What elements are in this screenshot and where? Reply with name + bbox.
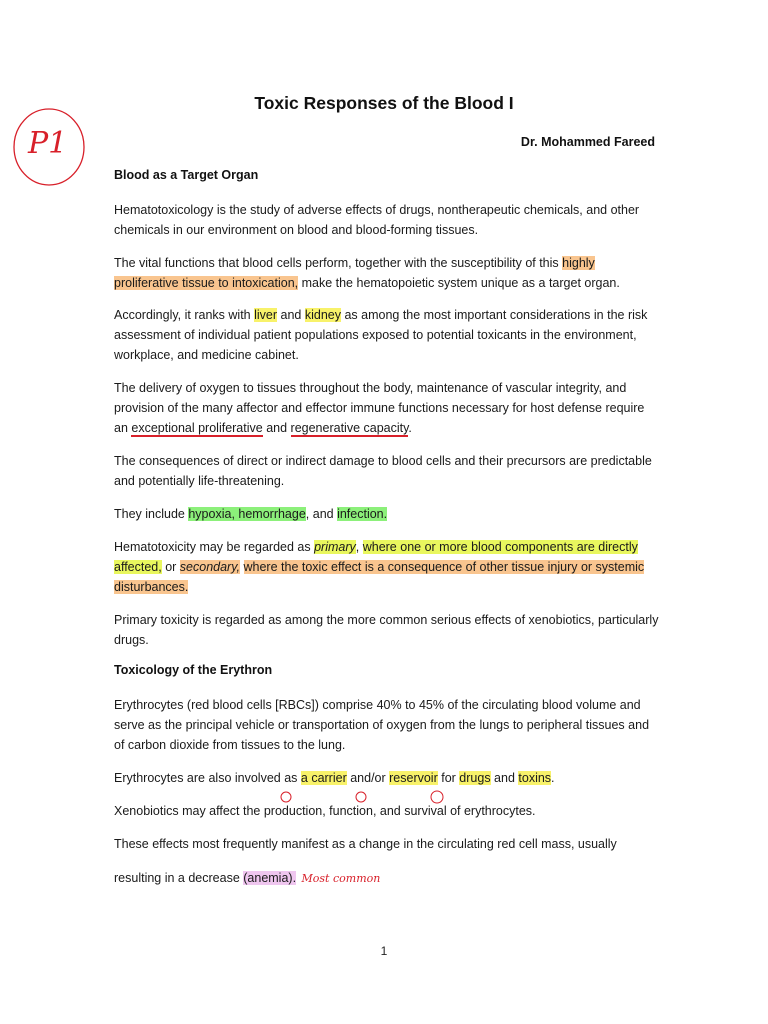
highlight-drugs: drugs <box>459 771 491 785</box>
document-title: Toxic Responses of the Blood I <box>254 93 514 113</box>
highlight-toxins: toxins <box>518 771 552 785</box>
highlight-kidney: kidney <box>304 308 341 322</box>
highlight-infection: infection. <box>337 507 388 521</box>
highlight-anemia: (anemia). <box>243 871 297 885</box>
section-heading-blood-target: Blood as a Target Organ <box>114 168 259 182</box>
paragraph-1: Hematotoxicology is the study of adverse effects of drugs, nontherapeutic chemicals, and other chemicals in our environment on blood and blood-forming tissues. <box>114 203 640 237</box>
paragraph-10: Erythrocytes are also involved as a carrier and/or reservoir for drugs and toxins. <box>114 771 555 785</box>
paragraph-4: The delivery of oxygen to tissues throughout the body, maintenance of vascular integrity, and provision of the many affector and effector immune functions necessary for host defense require an exceptional proliferative and regenerative capacity. <box>114 381 645 435</box>
paragraph-2: The vital functions that blood cells perform, together with the susceptibility of this highly proliferative tissue to intoxication, make the hematopoietic system unique as a target organ. <box>114 256 620 290</box>
document-author: Dr. Mohammed Fareed <box>520 135 655 149</box>
most-common-note: Most common <box>301 872 381 885</box>
highlight-hypoxia: hypoxia, hemorrhage <box>188 507 306 521</box>
underline-regenerative: regenerative capacity <box>290 421 409 435</box>
paragraph-8: Primary toxicity is regarded as among the more common serious effects of xenobiotics, particularly drugs. <box>114 613 659 647</box>
highlight-secondary-desc: where the toxic effect is a consequence of other tissue injury or systemic disturbances. <box>114 560 645 594</box>
paragraph-6: They include hypoxia, hemorrhage, and infection. <box>114 507 388 521</box>
paragraph-12: These effects most frequently manifest as a change in the circulating red cell mass, usually <box>114 837 617 851</box>
highlight-secondary: secondary, <box>179 560 241 574</box>
section-heading-erythron: Toxicology of the Erythron <box>114 663 273 677</box>
paragraph-5: The consequences of direct or indirect damage to blood cells and their precursors are predictable and potentially life-threatening. <box>114 454 652 488</box>
highlight-reservoir: reservoir <box>389 771 438 785</box>
highlight-primary: primary <box>314 540 356 554</box>
paragraph-9: Erythrocytes (red blood cells [RBCs]) comprise 40% to 45% of the circulating blood volume and serve as the principal vehicle or transportation of oxygen from the lungs to peripheral tissues and of carbon dioxide from tissues to the lung. <box>114 698 650 752</box>
paragraph-3: Accordingly, it ranks with liver and kidney as among the most important considerations in the risk assessment of individual patient populations exposed to potential toxicants in the environment, workplace, and medicine cabinet. <box>114 308 648 362</box>
highlight-primary-desc: where one or more blood components are directly affected, <box>114 540 638 574</box>
underline-exceptional: exceptional proliferative <box>131 421 263 435</box>
paragraph-11: Xenobiotics may affect the production, function, and survival of erythrocytes. <box>114 804 536 818</box>
paragraph-13: resulting in a decrease (anemia). Most common <box>114 871 381 885</box>
highlight-carrier: a carrier <box>300 771 347 785</box>
highlight-liver: liver <box>254 308 278 322</box>
page-number: 1 <box>380 944 388 958</box>
page-mark-label: P1 <box>28 126 68 161</box>
paragraph-7: Hematotoxicity may be regarded as primary, where one or more blood components are directly affected, or secondary, where the toxic effect is a consequence of other tissue injury or systemic disturbances. <box>114 540 645 594</box>
highlight-proliferative: highly proliferative tissue to intoxication, <box>114 256 595 290</box>
